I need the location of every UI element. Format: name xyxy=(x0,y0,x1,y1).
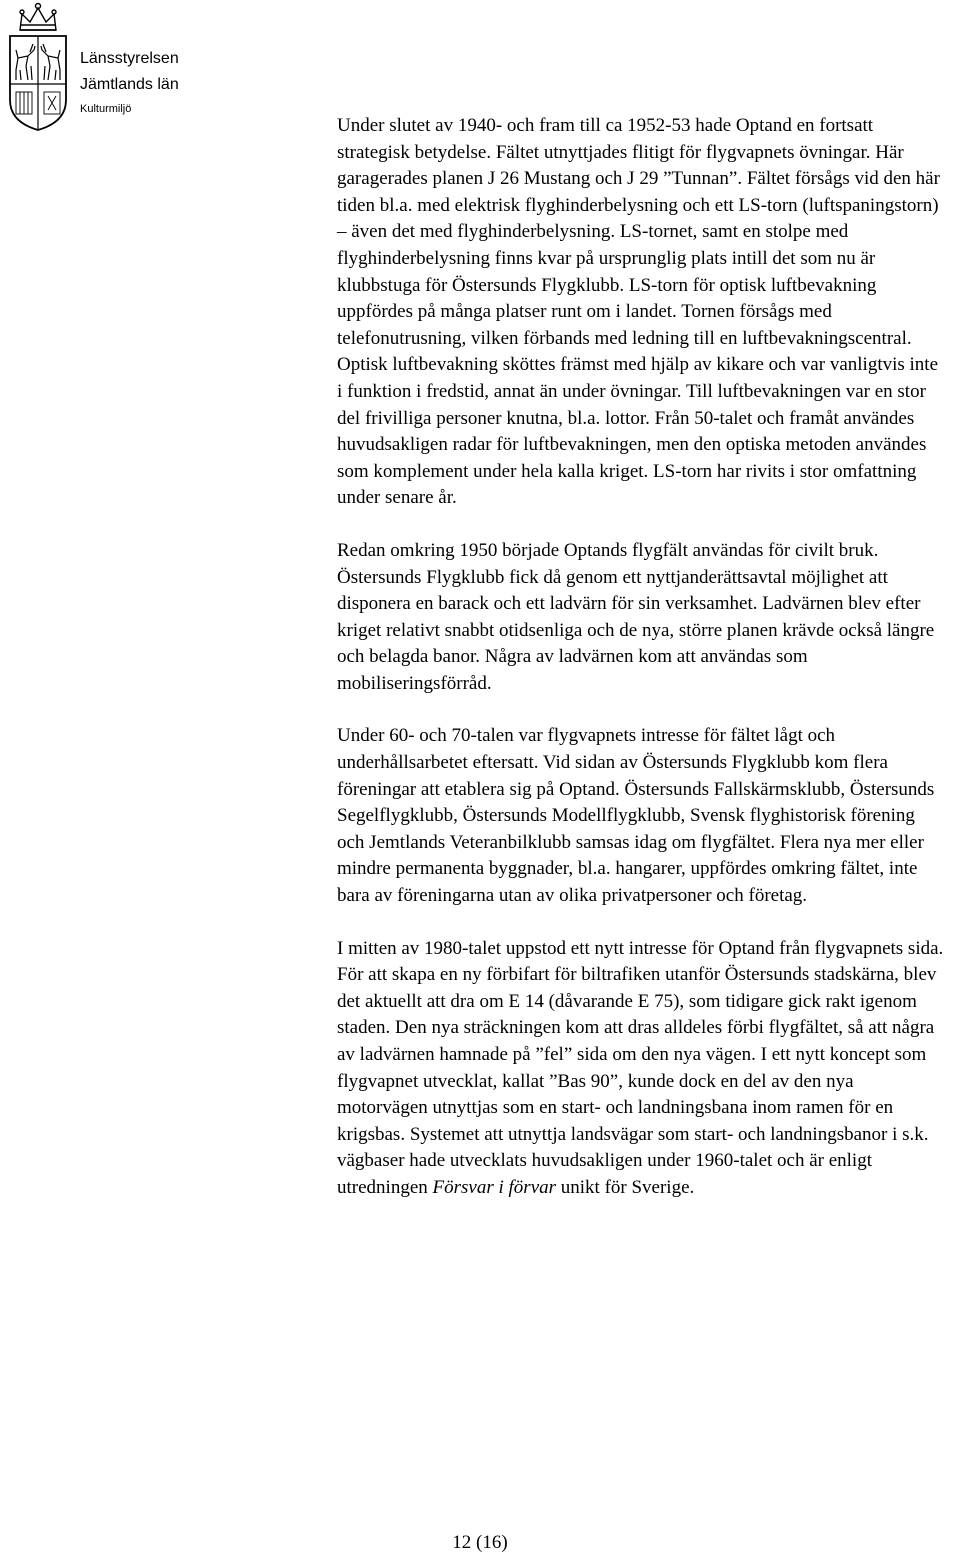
report-title-italic: Försvar i förvar xyxy=(432,1176,557,1198)
paragraph-4-ending: unikt för Sverige. xyxy=(556,1176,695,1198)
paragraph-4-text: I mitten av 1980-talet uppstod ett nytt intresse för Optand från flygvapnets sida. För att skapa en ny förbifart för biltrafiken utanför Östersunds stadskärna, blev det aktuellt att dra om E 14 (dåvarande E 75), som tidigare gick rakt igenom staden. Den nya sträckningen kom att dras alldeles förbi flygfältet, så att några av ladvärnen hamnade på ”fel” sida om den nya vägen. I ett nytt koncept som flygvapnet utvecklat, kallat ”Bas 90”, kunde dock en del av den nya motorvägen utnyttjas som en start- och landningsbana inom ramen för en krigsbas. Systemet att utnyttja landsvägar som start- och landningsbanor i s.k. vägbaser hade utvecklats huvudsakligen under 1960-talet och är enligt utredningen xyxy=(337,937,944,1198)
org-name-line2: Jämtlands län xyxy=(80,76,179,93)
paragraph-3: Under 60- och 70-talen var flygvapnets intresse för fältet lågt och underhållsarbetet eftersatt. Vid sidan av Östersunds Flygklubb kom flera föreningar att etablera sig på Optand. Östersunds Fallskärmsklubb, Östersunds Segelflygklubb, Östersunds Modellflygklubb, Svensk flyghistorisk förening och Jemtlands Veteranbilklubb samsas idag om flygfältet. Flera nya mer eller mindre permanenta byggnader, bl.a. hangarer, uppfördes omkring fältet, inte bara av föreningarna utan av olika privatpersoner och företag. xyxy=(337,725,935,907)
paragraph-2: Redan omkring 1950 började Optands flygfält användas för civilt bruk. Östersunds Flygklubb fick då genom ett nyttjanderättsavtal möjlighet att disponera en barack och ett ladvärn för sin verksamhet. Ladvärnen blev efter kriget relativt snabbt otidsenliga och de nya, större planen krävde också längre och belagda banor. Några av ladvärnen kom att användas som mobiliseringsförråd. xyxy=(337,539,935,694)
org-department: Kulturmiljö xyxy=(80,103,132,115)
organization-name xyxy=(80,46,179,116)
org-name-line1: Länsstyrelsen xyxy=(80,50,179,67)
paragraph-4 xyxy=(337,936,947,1202)
document-body xyxy=(337,113,947,1202)
paragraph-1: Under slutet av 1940- och fram till ca 1952-53 hade Optand en fortsatt strategisk betydelse. Fältet utnyttjades flitigt för flygvapnets övningar. Här garagerades planen J 26 Mustang och J 29 ”Tunnan”. Fältet försågs vid den här tiden bl.a. med elektrisk flyghinderbelysning och ett LS-torn (luftspaningstorn) – även det med flyghinderbelysning. LS-tornet, samt en stolpe med flyghinderbelysning finns kvar på ursprunglig plats intill det som nu är klubbstuga för Östersunds Flygklubb. LS-torn för optisk luftbevakning uppfördes på många platser runt om i landet. Tornen försågs med telefonutrusning, vilken förbands med ledning till en luftbevakningscentral. Optisk luftbevakning sköttes främst med hjälp av kikare och var vanligtvis inte i funktion i fredstid, annat än under övningar. Till luftbevakningen var en stor del frivilliga personer knutna, bl.a. lottor. Från 50-talet och framåt användes huvudsakligen radar för luftbevakningen, men den optiska metoden användes som komplement under hela kalla kriget. LS-torn har rivits i stor omfattning under senare år. xyxy=(337,115,940,509)
page-number: 12 (16) xyxy=(452,1532,508,1553)
page-header xyxy=(0,0,300,140)
coat-of-arms-logo xyxy=(4,0,72,132)
